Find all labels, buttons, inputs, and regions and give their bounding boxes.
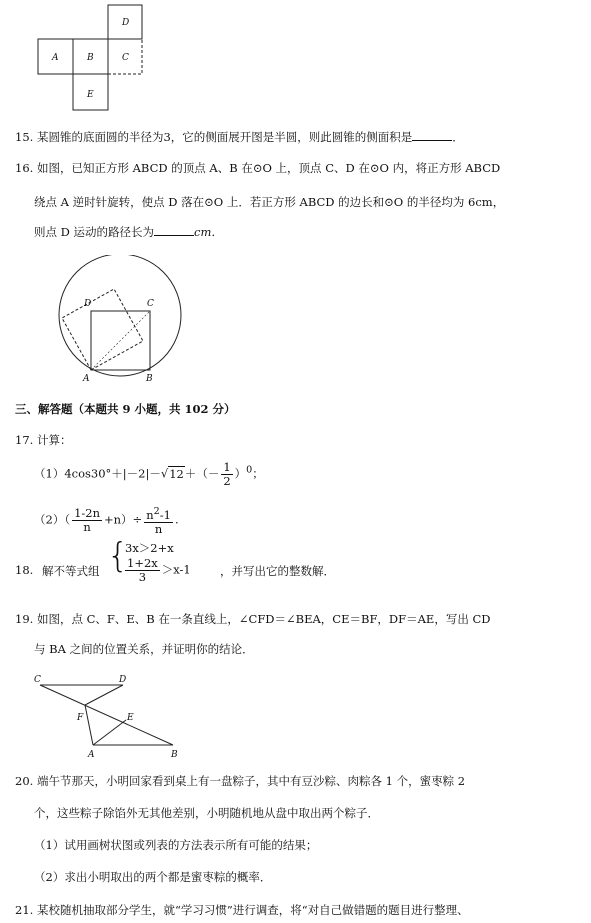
- q17-p2-fn: 1-2n: [74, 505, 101, 520]
- fig16-label-c: C: [147, 299, 154, 309]
- question-15: [15, 129, 464, 145]
- rotated-square: [62, 289, 143, 370]
- q17-p2-b: +n）÷: [104, 512, 143, 527]
- q18-ineq2-b: ＞x-1: [161, 562, 191, 577]
- q17-p1-c: ）: [234, 466, 247, 481]
- q17-p2-gexp: 2: [153, 506, 160, 517]
- segment-df: [85, 685, 123, 705]
- q20-line4: （2）求出小明取出的两个都是蜜枣粽的概率．: [34, 870, 272, 884]
- fig19-label-a: A: [88, 750, 95, 760]
- circle-o: [59, 255, 181, 376]
- cdfeab-figure: [30, 670, 190, 762]
- q18-ineq1: 3x＞2+x: [125, 541, 174, 555]
- net-label-d: D: [122, 18, 130, 28]
- q21-line1: 某校随机抽取部分学生，就“学习习惯”进行调查，将“对自己做错题的题目进行整理、: [36, 903, 469, 917]
- fig19-label-c: C: [34, 675, 41, 685]
- q16-unit: cm．: [194, 225, 223, 239]
- q15-number: 15.: [15, 130, 34, 144]
- q17-p1-b: ＋（－: [184, 466, 220, 481]
- q17-number: 17.: [15, 433, 34, 447]
- q17-p1-sqrt: 12: [169, 466, 184, 481]
- q16-number: 16.: [15, 161, 34, 175]
- segment-ae: [93, 720, 126, 745]
- q18-suffix: ，并写出它的整数解．: [220, 564, 335, 578]
- q19-number: 19.: [15, 612, 34, 626]
- q18-fn: 1+2x: [127, 556, 158, 570]
- net-label-e: E: [87, 90, 94, 100]
- q19-line1: 如图，点 C、F、E、B 在一条直线上，∠CFD＝∠BEA，CE＝BF，DF＝AE，写出 CD: [36, 612, 491, 626]
- q17-p2-fraction1: [72, 507, 102, 534]
- q17-part1: （1）4cos30°＋|－2|－√12＋（－ $\frac{1}{2}$ ）$^0$；: [34, 460, 264, 488]
- q15-end: ．: [452, 130, 464, 144]
- q19-line2: 与 BA 之间的位置关系，并证明你的结论．: [34, 642, 254, 656]
- q16-blank: [154, 225, 194, 236]
- net-label-c: C: [122, 53, 129, 63]
- q17-p2-fraction2: [144, 505, 173, 536]
- q18-prefix: 解不等式组: [42, 564, 100, 578]
- question-20: [15, 773, 465, 789]
- fig19-label-b: B: [171, 750, 178, 760]
- q15-text: 某圆锥的底面圆的半径为3，它的侧面展开图是半圆，则此圆锥的侧面积是: [36, 130, 413, 144]
- q21-number: 21.: [15, 903, 34, 917]
- q17-p1-d: ；: [252, 466, 264, 481]
- q17-p2-gd: n: [154, 521, 163, 536]
- q16-line2: 绕点 A 逆时针旋转，使点 D 落在⊙O 上．若正方形 ABCD 的边长和⊙O 的半径均为 6cm，: [34, 195, 505, 209]
- question-17: [15, 432, 71, 448]
- q17-part2: [34, 505, 179, 536]
- net-label-a: A: [52, 53, 59, 63]
- q18-ineq2: [123, 557, 191, 584]
- q18-fraction: [125, 557, 160, 584]
- q17-p1-exp: 0: [246, 464, 253, 476]
- net-label-b: B: [87, 53, 94, 63]
- q17-p2-a: （2）（: [34, 512, 71, 527]
- q16-line1: 如图，已知正方形 ABCD 的顶点 A、B 在⊙O 上，顶点 C、D 在⊙O 内，将正方形 ABCD: [36, 161, 501, 175]
- q17-title: 计算：: [36, 433, 72, 447]
- q20-line3: （1）试用画树状图或列表的方法表示所有可能的结果；: [34, 838, 318, 852]
- q18-fd: 3: [138, 570, 147, 584]
- fig16-label-a: A: [83, 374, 90, 384]
- q17-p1-fraction: [221, 461, 232, 488]
- fig19-label-f: F: [77, 713, 84, 723]
- fig16-label-b: B: [146, 374, 153, 384]
- q18-number: 18.: [15, 563, 34, 577]
- cube-net-figure: [30, 0, 180, 115]
- q20-line1: 端午节那天，小明回家看到桌上有一盘粽子，其中有豆沙粽、肉粽各 1 个，蜜枣粽 2: [36, 774, 466, 788]
- segment-fa: [85, 705, 93, 745]
- section-heading-3: 三、解答题（本题共 9 小题，共 102 分）: [15, 402, 236, 416]
- q20-number: 20.: [15, 774, 34, 788]
- question-21: [15, 902, 469, 918]
- q16-line3-text: 则点 D 运动的路径长为: [34, 225, 155, 239]
- square-diagonal: [91, 311, 150, 370]
- q17-p2-fd: n: [83, 519, 91, 534]
- circle-square-figure: [50, 255, 190, 385]
- q17-p2-c: .: [174, 512, 179, 527]
- fig19-label-d: D: [119, 675, 127, 685]
- fig19-label-e: E: [127, 713, 134, 723]
- q20-line2: 个，这些粽子除馅外无其他差别，小明随机地从盘中取出两个粽子．: [34, 806, 379, 820]
- q17-p2-gn: n: [146, 507, 154, 522]
- q17-p1-fn: 1: [223, 460, 231, 474]
- question-19: [15, 611, 491, 627]
- q16-line3: [34, 224, 223, 240]
- q15-blank: [412, 130, 452, 141]
- q17-p2-gn2: -1: [159, 507, 171, 522]
- q18-brace: {: [107, 536, 129, 576]
- q17-p1-fd: 2: [223, 474, 231, 488]
- question-16: [15, 160, 500, 176]
- fig16-label-d: D: [84, 299, 92, 309]
- q17-p1-a: （1）4cos30°＋|－2|－: [34, 466, 161, 481]
